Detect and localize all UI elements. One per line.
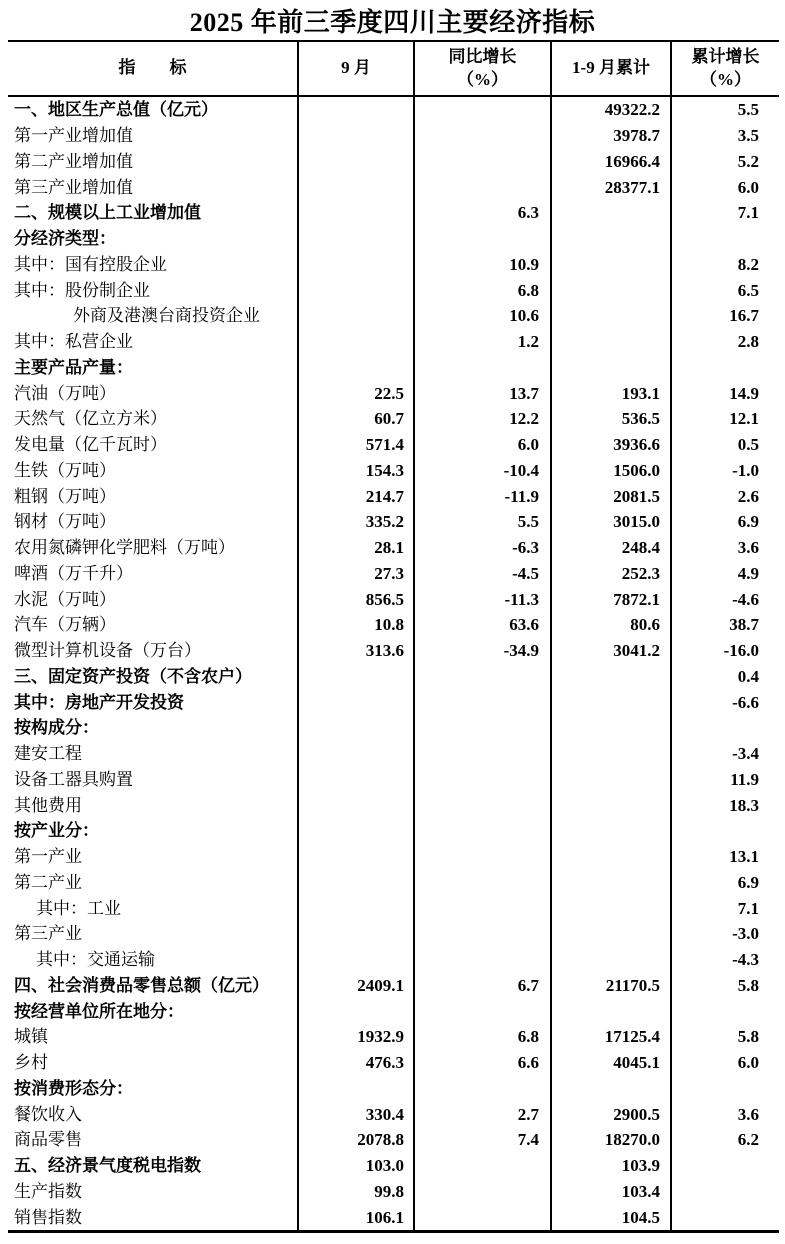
cell-cumulative [550, 226, 670, 252]
row-label: 第二产业增加值 [14, 151, 133, 171]
cell-cumulative: 104.5 [550, 1204, 670, 1230]
row-label: 生铁（万吨） [14, 460, 116, 480]
table-row [8, 947, 779, 973]
table-row [8, 277, 779, 303]
row-label: 天然气（亿立方米） [14, 409, 167, 429]
cell-september: 154.3 [297, 458, 413, 484]
cell-yoy: 2.7 [413, 1101, 550, 1127]
cell-cumulative [550, 870, 670, 896]
table-row [8, 561, 779, 587]
cell-cumgrowth: -6.6 [670, 689, 779, 715]
cell-cumgrowth [670, 1179, 779, 1205]
table-row [8, 406, 779, 432]
cell-september [297, 277, 413, 303]
table-row [8, 1076, 779, 1102]
cell-cumulative: 252.3 [550, 561, 670, 587]
cell-cumulative [550, 844, 670, 870]
row-label: 一、地区生产总值（亿元） [14, 100, 218, 120]
cell-cumgrowth: 6.0 [670, 174, 779, 200]
cell-cumulative [550, 329, 670, 355]
cell-yoy: 6.8 [413, 277, 550, 303]
table-row [8, 226, 779, 252]
table-row [8, 767, 779, 793]
cell-september [297, 767, 413, 793]
cell-cumgrowth [670, 355, 779, 381]
cell-cumgrowth [670, 1204, 779, 1230]
cell-cumulative: 3041.2 [550, 638, 670, 664]
row-label: 五、经济景气度税电指数 [14, 1156, 201, 1176]
table-row [8, 741, 779, 767]
cell-yoy [413, 97, 550, 123]
cell-cumgrowth: 2.6 [670, 483, 779, 509]
table-row [8, 586, 779, 612]
cell-cumgrowth: 0.5 [670, 432, 779, 458]
cell-cumulative [550, 818, 670, 844]
indicators-table [8, 40, 779, 1233]
column-header-yoy-growth [413, 42, 550, 95]
row-label: 乡村 [14, 1053, 48, 1073]
cell-cumgrowth: 5.2 [670, 149, 779, 175]
cell-september: 103.0 [297, 1153, 413, 1179]
table-row [8, 200, 779, 226]
cell-cumulative: 21170.5 [550, 973, 670, 999]
cell-cumgrowth: 8.2 [670, 252, 779, 278]
cell-cumulative: 103.4 [550, 1179, 670, 1205]
cell-cumulative [550, 355, 670, 381]
cell-cumulative [550, 200, 670, 226]
cell-september [297, 303, 413, 329]
cell-cumgrowth: 12.1 [670, 406, 779, 432]
cell-september [297, 844, 413, 870]
table-row [8, 895, 779, 921]
row-label: 其他费用 [14, 795, 82, 815]
table-row [8, 1050, 779, 1076]
cell-yoy [413, 870, 550, 896]
row-label: 微型计算机设备（万台） [14, 641, 201, 661]
cell-cumulative: 3936.6 [550, 432, 670, 458]
row-label: 汽车（万辆） [14, 615, 116, 635]
cell-yoy [413, 844, 550, 870]
cell-yoy: 6.8 [413, 1024, 550, 1050]
cell-cumulative [550, 689, 670, 715]
row-label: 按经营单位所在地分： [14, 1001, 184, 1021]
column-header-label: 9 月 [341, 58, 371, 78]
cell-yoy [413, 1153, 550, 1179]
cell-september [297, 200, 413, 226]
row-label: 第三产业增加值 [14, 177, 133, 197]
cell-cumulative [550, 741, 670, 767]
cell-september [297, 870, 413, 896]
table-row [8, 1024, 779, 1050]
cell-september [297, 149, 413, 175]
cell-september [297, 895, 413, 921]
cell-yoy: 13.7 [413, 380, 550, 406]
row-label: 发电量（亿千瓦时） [14, 435, 167, 455]
cell-cumgrowth: -1.0 [670, 458, 779, 484]
cell-september [297, 97, 413, 123]
table-row [8, 1153, 779, 1179]
cell-september [297, 998, 413, 1024]
cell-cumulative: 16966.4 [550, 149, 670, 175]
cell-cumgrowth: -4.3 [670, 947, 779, 973]
table-row [8, 252, 779, 278]
cell-september [297, 715, 413, 741]
row-label: 按产业分： [14, 821, 99, 841]
row-label: 钢材（万吨） [14, 512, 116, 532]
row-label: 设备工器具购置 [14, 769, 133, 789]
row-label: 二、规模以上工业增加值 [14, 203, 201, 223]
cell-yoy: 6.6 [413, 1050, 550, 1076]
row-label: 按消费形态分： [14, 1078, 133, 1098]
cell-cumgrowth: 2.8 [670, 329, 779, 355]
table-row [8, 509, 779, 535]
cell-yoy [413, 123, 550, 149]
cell-cumgrowth: 6.0 [670, 1050, 779, 1076]
row-label: 商品零售 [14, 1130, 82, 1150]
cell-september [297, 741, 413, 767]
table-row [8, 380, 779, 406]
cell-cumulative: 18270.0 [550, 1127, 670, 1153]
cell-september [297, 947, 413, 973]
column-header-cumulative [550, 42, 670, 95]
cell-september [297, 664, 413, 690]
cell-cumgrowth: 3.5 [670, 123, 779, 149]
cell-yoy: 12.2 [413, 406, 550, 432]
cell-cumulative [550, 715, 670, 741]
cell-cumgrowth [670, 715, 779, 741]
row-label: 餐饮收入 [14, 1104, 82, 1124]
cell-september: 99.8 [297, 1179, 413, 1205]
row-label: 汽油（万吨） [14, 383, 116, 403]
cell-september [297, 174, 413, 200]
column-header-indicator [8, 42, 297, 95]
cell-september: 476.3 [297, 1050, 413, 1076]
table-row [8, 715, 779, 741]
table-row [8, 689, 779, 715]
cell-september: 106.1 [297, 1204, 413, 1230]
cell-cumulative: 17125.4 [550, 1024, 670, 1050]
row-label: 主要产品产量： [14, 357, 133, 377]
cell-cumulative [550, 1076, 670, 1102]
cell-cumulative: 4045.1 [550, 1050, 670, 1076]
cell-cumgrowth: 14.9 [670, 380, 779, 406]
table-row [8, 818, 779, 844]
cell-september: 313.6 [297, 638, 413, 664]
column-header-september [297, 42, 413, 95]
cell-cumgrowth [670, 998, 779, 1024]
row-label: 生产指数 [14, 1181, 82, 1201]
cell-cumulative: 536.5 [550, 406, 670, 432]
cell-september [297, 123, 413, 149]
row-label: 其中：股份制企业 [14, 280, 150, 300]
cell-cumulative: 28377.1 [550, 174, 670, 200]
cell-september: 22.5 [297, 380, 413, 406]
cell-september: 2409.1 [297, 973, 413, 999]
row-label: 第一产业增加值 [14, 126, 133, 146]
row-label: 农用氮磷钾化学肥料（万吨） [14, 538, 235, 558]
cell-september [297, 226, 413, 252]
table-row [8, 1127, 779, 1153]
cell-yoy [413, 664, 550, 690]
cell-yoy: 1.2 [413, 329, 550, 355]
cell-yoy: 5.5 [413, 509, 550, 535]
cell-yoy: -4.5 [413, 561, 550, 587]
cell-september: 10.8 [297, 612, 413, 638]
cell-yoy: 6.3 [413, 200, 550, 226]
cell-september: 1932.9 [297, 1024, 413, 1050]
cell-yoy [413, 818, 550, 844]
cell-yoy: 63.6 [413, 612, 550, 638]
cell-september [297, 921, 413, 947]
row-label: 第三产业 [14, 924, 82, 944]
cell-yoy [413, 921, 550, 947]
cell-cumulative [550, 998, 670, 1024]
cell-cumgrowth: 5.5 [670, 97, 779, 123]
cell-yoy: 10.6 [413, 303, 550, 329]
cell-september [297, 792, 413, 818]
cell-yoy [413, 1179, 550, 1205]
cell-september: 28.1 [297, 535, 413, 561]
column-header-label: 指 标 [118, 58, 187, 78]
row-label: 其中：国有控股企业 [14, 254, 167, 274]
row-label: 第二产业 [14, 872, 82, 892]
cell-yoy: -11.9 [413, 483, 550, 509]
cell-cumgrowth: 18.3 [670, 792, 779, 818]
row-label: 水泥（万吨） [14, 589, 116, 609]
cell-yoy: 6.0 [413, 432, 550, 458]
cell-cumgrowth: 6.9 [670, 870, 779, 896]
cell-cumgrowth: 13.1 [670, 844, 779, 870]
table-row [8, 1101, 779, 1127]
cell-september [297, 689, 413, 715]
table-row [8, 355, 779, 381]
cell-yoy [413, 1076, 550, 1102]
cell-cumulative: 3978.7 [550, 123, 670, 149]
cell-september: 60.7 [297, 406, 413, 432]
row-label: 粗钢（万吨） [14, 486, 116, 506]
cell-cumgrowth [670, 1076, 779, 1102]
cell-cumgrowth: 7.1 [670, 895, 779, 921]
cell-cumulative: 103.9 [550, 1153, 670, 1179]
cell-cumgrowth: 16.7 [670, 303, 779, 329]
table-row [8, 998, 779, 1024]
row-label: 其中：房地产开发投资 [14, 692, 184, 712]
table-row [8, 973, 779, 999]
cell-cumulative: 1506.0 [550, 458, 670, 484]
column-header-label: 1-9 月累计 [572, 58, 650, 78]
cell-cumgrowth: 4.9 [670, 561, 779, 587]
row-label: 城镇 [14, 1027, 48, 1047]
row-label: 其中：私营企业 [14, 332, 133, 352]
cell-cumulative [550, 277, 670, 303]
cell-yoy: -10.4 [413, 458, 550, 484]
cell-september: 214.7 [297, 483, 413, 509]
cell-yoy [413, 895, 550, 921]
cell-yoy [413, 1204, 550, 1230]
cell-cumgrowth [670, 818, 779, 844]
cell-cumulative: 2900.5 [550, 1101, 670, 1127]
cell-cumgrowth: 3.6 [670, 535, 779, 561]
cell-cumgrowth: 11.9 [670, 767, 779, 793]
table-header-row [8, 42, 779, 97]
table-row [8, 1204, 779, 1230]
cell-cumgrowth [670, 226, 779, 252]
cell-cumulative [550, 921, 670, 947]
cell-yoy [413, 689, 550, 715]
cell-september: 856.5 [297, 586, 413, 612]
cell-cumulative [550, 303, 670, 329]
column-header-cumulative-growth [670, 42, 779, 95]
cell-yoy: -6.3 [413, 535, 550, 561]
cell-cumgrowth: 6.5 [670, 277, 779, 303]
table-body [8, 97, 779, 1230]
cell-yoy: -11.3 [413, 586, 550, 612]
cell-september [297, 818, 413, 844]
row-label: 外商及港澳台商投资企业 [73, 306, 260, 326]
row-label: 啤酒（万千升） [14, 563, 133, 583]
cell-cumulative: 2081.5 [550, 483, 670, 509]
cell-cumgrowth: -3.0 [670, 921, 779, 947]
cell-yoy [413, 792, 550, 818]
table-row [8, 1179, 779, 1205]
cell-cumgrowth: 7.1 [670, 200, 779, 226]
cell-cumulative [550, 792, 670, 818]
table-row [8, 664, 779, 690]
table-row [8, 174, 779, 200]
table-row [8, 792, 779, 818]
cell-yoy [413, 149, 550, 175]
cell-yoy [413, 226, 550, 252]
cell-september [297, 252, 413, 278]
row-label: 销售指数 [14, 1207, 82, 1227]
cell-cumgrowth: -4.6 [670, 586, 779, 612]
table-row [8, 844, 779, 870]
cell-cumgrowth: -3.4 [670, 741, 779, 767]
cell-cumgrowth: 0.4 [670, 664, 779, 690]
cell-cumulative: 7872.1 [550, 586, 670, 612]
cell-yoy: 10.9 [413, 252, 550, 278]
cell-cumulative [550, 895, 670, 921]
cell-september: 330.4 [297, 1101, 413, 1127]
cell-september [297, 355, 413, 381]
row-label: 第一产业 [14, 847, 82, 867]
column-header-label: 同比增长 [448, 47, 517, 67]
column-header-unit: （%） [457, 69, 508, 89]
column-header-unit: （%） [700, 69, 751, 89]
cell-cumgrowth: 38.7 [670, 612, 779, 638]
cell-cumulative [550, 252, 670, 278]
cell-september: 2078.8 [297, 1127, 413, 1153]
cell-cumgrowth: 3.6 [670, 1101, 779, 1127]
table-row [8, 638, 779, 664]
row-label: 三、固定资产投资（不含农户） [14, 666, 252, 686]
cell-yoy [413, 998, 550, 1024]
cell-yoy: 7.4 [413, 1127, 550, 1153]
table-row [8, 612, 779, 638]
cell-september: 571.4 [297, 432, 413, 458]
table-row [8, 870, 779, 896]
cell-cumgrowth [670, 1153, 779, 1179]
row-label: 四、社会消费品零售总额（亿元） [14, 975, 269, 995]
cell-cumulative: 248.4 [550, 535, 670, 561]
cell-cumulative: 49322.2 [550, 97, 670, 123]
cell-yoy [413, 715, 550, 741]
cell-yoy [413, 174, 550, 200]
row-label: 建安工程 [14, 744, 82, 764]
cell-cumgrowth: 5.8 [670, 973, 779, 999]
table-row [8, 97, 779, 123]
cell-yoy [413, 355, 550, 381]
row-label: 其中：工业 [36, 898, 121, 918]
cell-cumgrowth: -16.0 [670, 638, 779, 664]
table-row [8, 483, 779, 509]
cell-cumulative [550, 664, 670, 690]
cell-september: 27.3 [297, 561, 413, 587]
table-row [8, 149, 779, 175]
cell-cumulative [550, 947, 670, 973]
cell-september [297, 329, 413, 355]
row-label: 其中：交通运输 [36, 950, 155, 970]
cell-cumgrowth: 6.2 [670, 1127, 779, 1153]
cell-yoy: 6.7 [413, 973, 550, 999]
cell-cumulative: 80.6 [550, 612, 670, 638]
table-row [8, 921, 779, 947]
row-label: 分经济类型： [14, 229, 116, 249]
table-row [8, 432, 779, 458]
cell-cumgrowth: 6.9 [670, 509, 779, 535]
row-label: 按构成分： [14, 718, 99, 738]
page-title: 2025 年前三季度四川主要经济指标 [189, 7, 596, 37]
cell-yoy [413, 947, 550, 973]
table-row [8, 458, 779, 484]
table-row [8, 329, 779, 355]
cell-cumulative: 193.1 [550, 380, 670, 406]
cell-yoy [413, 767, 550, 793]
cell-yoy [413, 741, 550, 767]
cell-yoy: -34.9 [413, 638, 550, 664]
column-header-label: 累计增长 [691, 47, 760, 67]
cell-cumulative [550, 767, 670, 793]
table-row [8, 123, 779, 149]
cell-september [297, 1076, 413, 1102]
cell-cumgrowth: 5.8 [670, 1024, 779, 1050]
cell-cumulative: 3015.0 [550, 509, 670, 535]
cell-september: 335.2 [297, 509, 413, 535]
table-row [8, 303, 779, 329]
table-row [8, 535, 779, 561]
